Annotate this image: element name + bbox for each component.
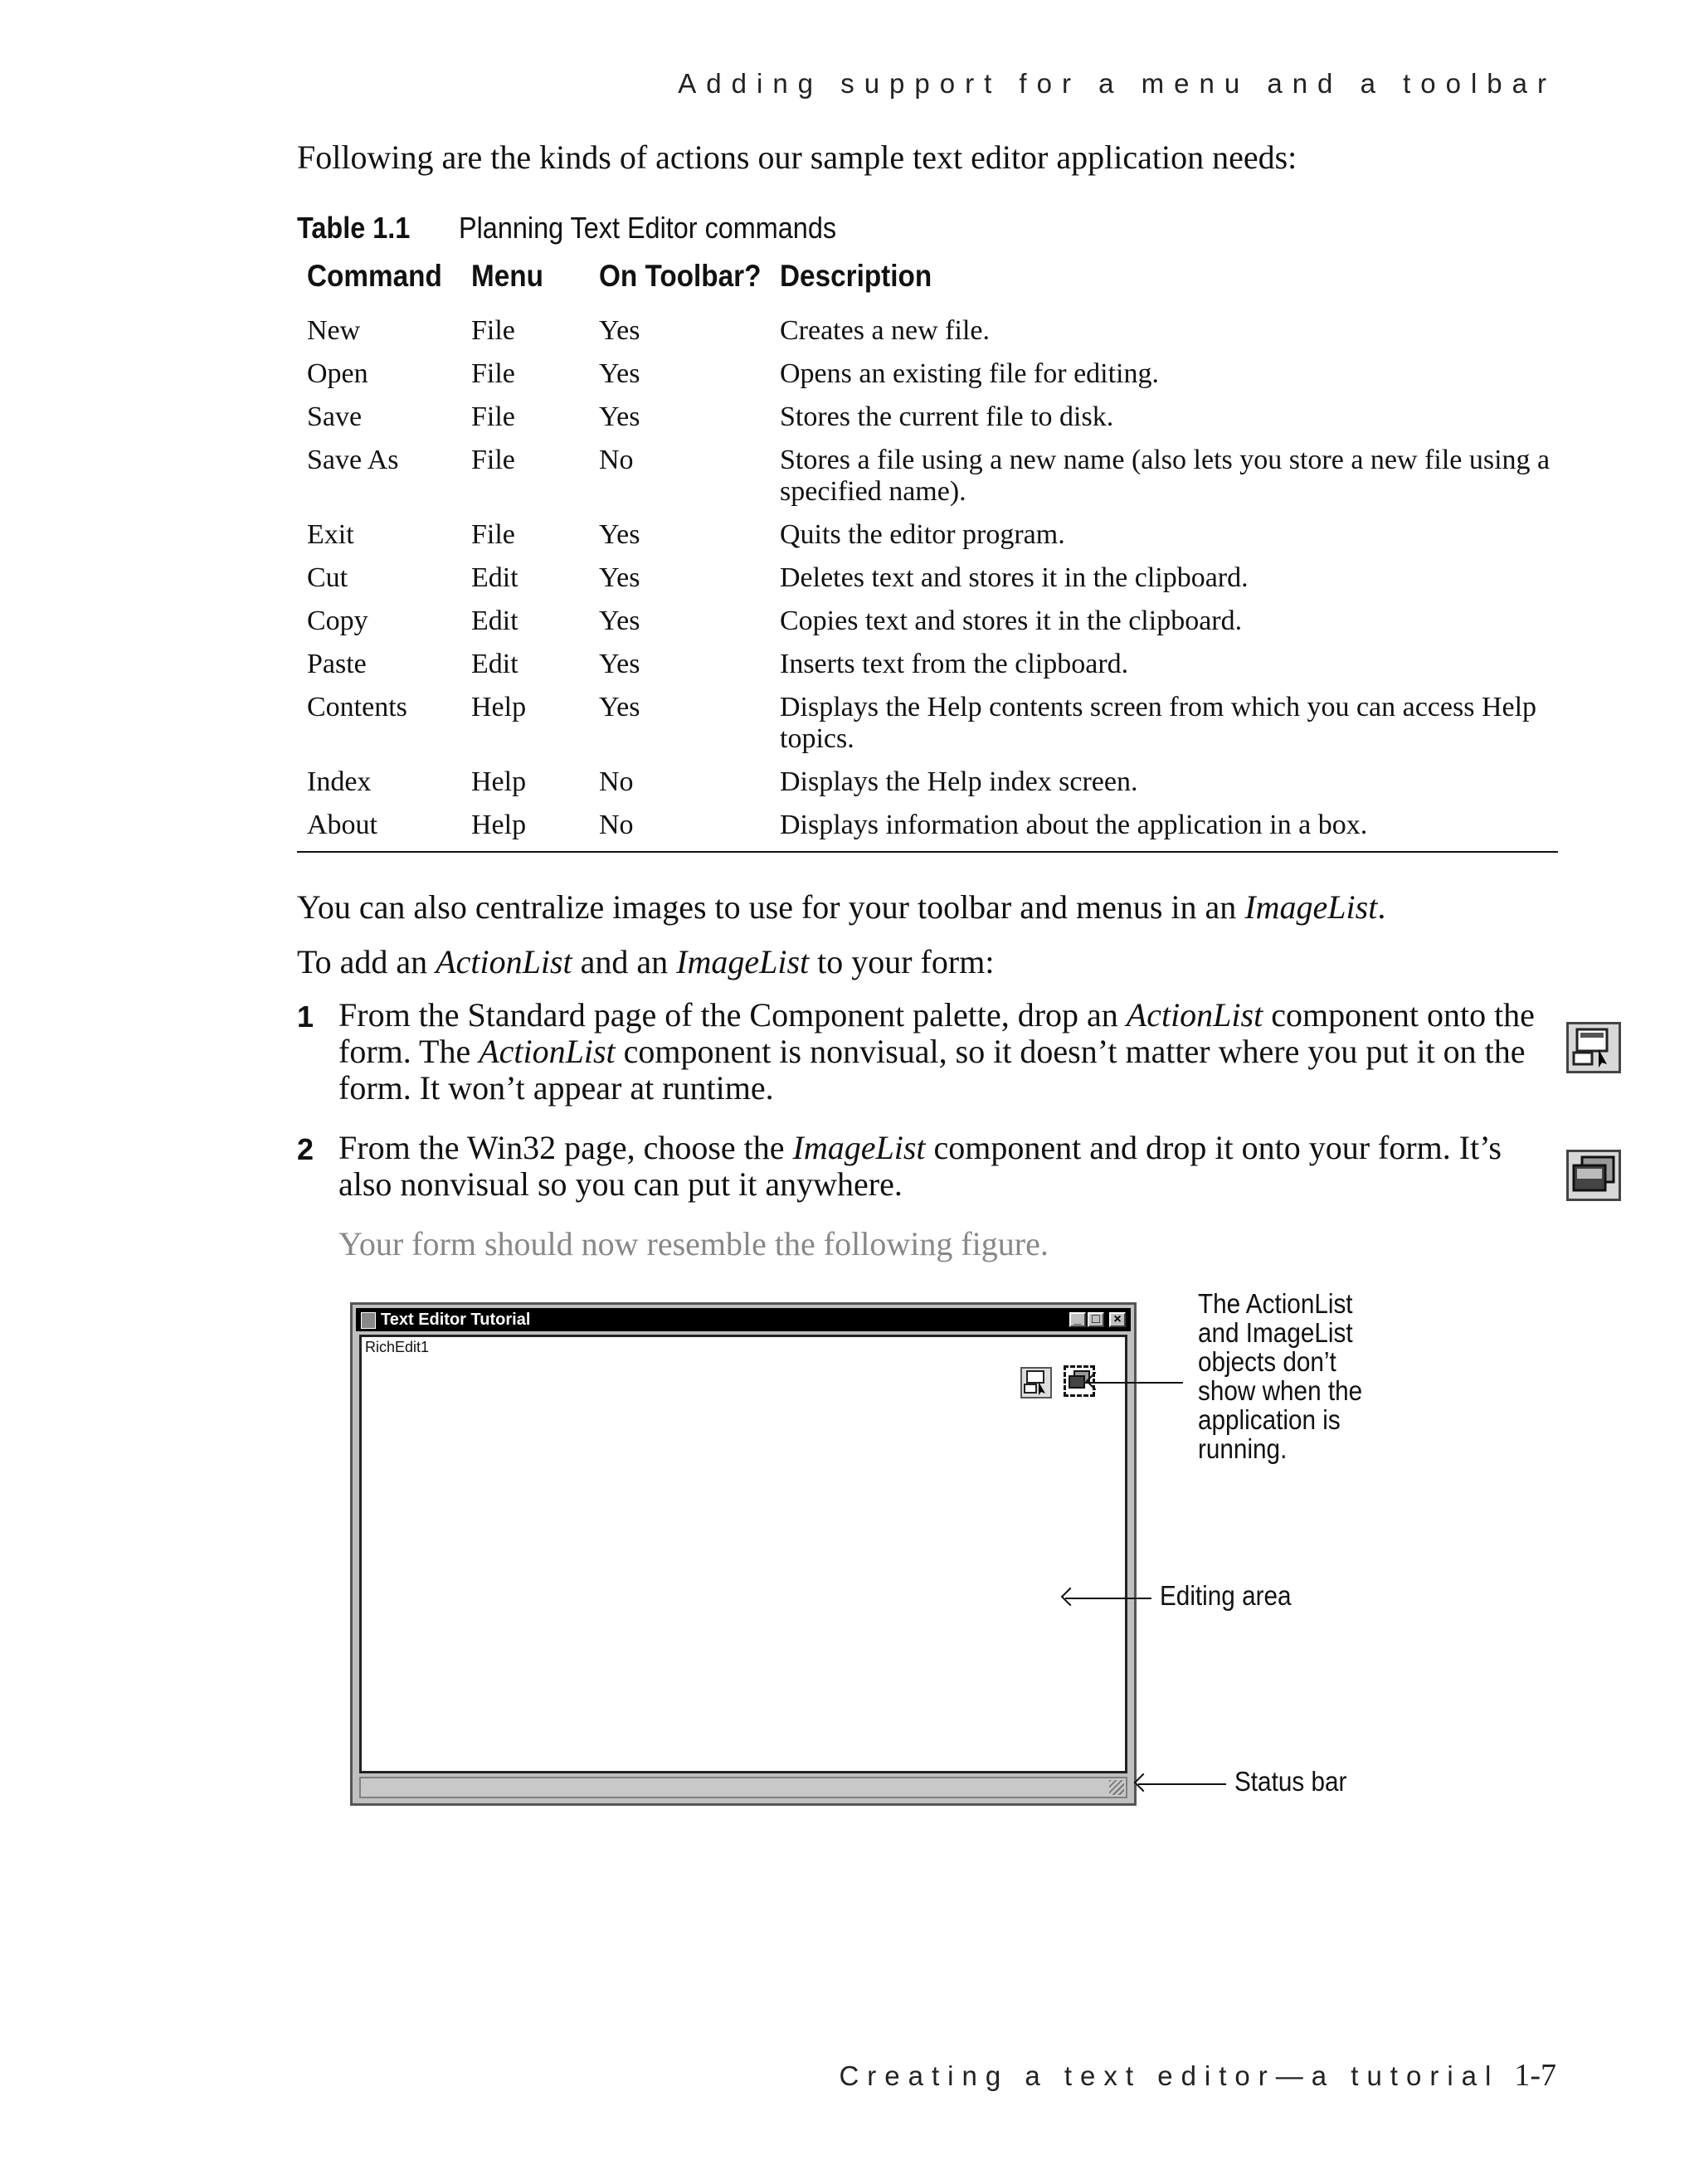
step-1 [297, 997, 1558, 1107]
cell-on-toolbar: Yes [599, 358, 640, 389]
step-1-text: From the Standard page of the Component palette, drop an ActionList component onto the form. The ActionList component is nonvisual, so it doesn’t matter where you put it on the form. It won’t appear at runtime. [338, 996, 1535, 1107]
cell-description: Displays the Help contents screen from which you can access Help topics. [780, 692, 1537, 754]
step-2 [297, 1130, 1558, 1203]
callout-arrow-objects [1090, 1382, 1183, 1384]
cell-description: Creates a new file. [780, 315, 990, 346]
cell-command: Cut [307, 562, 348, 593]
app-icon [361, 1312, 376, 1329]
cell-menu: Edit [471, 649, 518, 679]
cell-menu: File [471, 519, 515, 550]
cell-description: Inserts text from the clipboard. [780, 649, 1129, 679]
cell-command: Contents [307, 692, 407, 722]
commands-table [297, 259, 1558, 853]
cell-on-toolbar: No [599, 445, 634, 475]
imagelist-paragraph: You can also centralize images to use for your toolbar and menus in an ImageList. [297, 888, 1386, 926]
table-bottom-rule [297, 851, 1558, 853]
figure-intro: Your form should now resemble the following figure. [338, 1225, 1049, 1262]
actionlist-palette-icon [1566, 1022, 1621, 1073]
table-row [297, 685, 1558, 760]
richedit-editing-area[interactable] [359, 1335, 1127, 1773]
cell-on-toolbar: Yes [599, 692, 640, 722]
maximize-button[interactable]: □ [1088, 1312, 1104, 1327]
cell-description: Stores the current file to disk. [780, 401, 1114, 432]
cell-menu: File [471, 315, 515, 346]
cell-on-toolbar: Yes [599, 315, 640, 346]
cell-command: Index [307, 766, 372, 797]
callout-arrow-editing [1065, 1598, 1151, 1599]
cell-on-toolbar: Yes [599, 562, 640, 593]
running-footer [839, 2057, 1556, 2094]
table-row [297, 642, 1558, 685]
cell-command: Exit [307, 519, 354, 550]
cell-description: Opens an existing file for editing. [780, 358, 1160, 389]
table-row [297, 309, 1558, 352]
cell-on-toolbar: Yes [599, 606, 640, 636]
cell-on-toolbar: No [599, 810, 634, 840]
cell-command: Save [307, 401, 363, 432]
footer-title: Creating a text editor—a tutorial [839, 2060, 1500, 2091]
cell-menu: File [471, 358, 515, 389]
close-button[interactable]: × [1109, 1312, 1126, 1327]
status-bar [359, 1777, 1127, 1798]
cell-command: Save As [307, 445, 399, 475]
cell-description: Deletes text and stores it in the clipboard. [780, 562, 1249, 593]
cell-menu: File [471, 445, 515, 475]
resize-grip[interactable] [1109, 1780, 1124, 1795]
step-1-number: 1 [297, 1000, 314, 1034]
imagelist-palette-icon [1566, 1150, 1621, 1201]
step-2-text: From the Win32 page, choose the ImageList component and drop it onto your form. It’s also nonvisual so you can put it anywhere. [338, 1129, 1502, 1203]
cell-command: Open [307, 358, 368, 389]
minimize-button[interactable]: _ [1069, 1312, 1086, 1327]
table-row [297, 352, 1558, 395]
cell-description: Quits the editor program. [780, 519, 1065, 550]
callout-objects: The ActionList and ImageList objects don’t show when the application is running. [1198, 1288, 1363, 1464]
page-number: 1-7 [1514, 2058, 1556, 2093]
cell-description: Displays information about the application in a box. [780, 810, 1368, 840]
actionlist-component-icon[interactable] [1020, 1367, 1052, 1398]
cell-on-toolbar: Yes [599, 649, 640, 679]
cell-menu: Edit [471, 562, 518, 593]
table-row [297, 803, 1558, 846]
table-row [297, 599, 1558, 642]
cell-on-toolbar: Yes [599, 401, 640, 432]
cell-command: Copy [307, 606, 368, 636]
cell-menu: Help [471, 692, 527, 722]
cell-menu: Edit [471, 606, 518, 636]
running-header: Adding support for a menu and a toolbar [678, 68, 1556, 99]
cell-command: New [307, 315, 361, 346]
table-number: Table 1.1 [297, 211, 411, 245]
header-on-toolbar: On Toolbar? [599, 259, 762, 293]
header-command: Command [307, 259, 442, 293]
table-row [297, 438, 1558, 513]
cell-description: Stores a file using a new name (also lets you store a new file using a specified name). [780, 445, 1551, 507]
cell-menu: File [471, 401, 515, 432]
cell-command: Paste [307, 649, 367, 679]
table-row [297, 760, 1558, 803]
step-2-number: 2 [297, 1132, 314, 1166]
cell-menu: Help [471, 766, 527, 797]
table-row [297, 513, 1558, 556]
window-title: Text Editor Tutorial [381, 1311, 531, 1329]
callout-arrow-status [1138, 1783, 1226, 1785]
cell-on-toolbar: Yes [599, 519, 640, 550]
table-caption [297, 211, 879, 246]
cell-on-toolbar: No [599, 766, 634, 797]
form-window [350, 1302, 1137, 1806]
cell-command: About [307, 810, 377, 840]
cell-description: Displays the Help index screen. [780, 766, 1138, 797]
window-titlebar [356, 1308, 1131, 1331]
callout-editing-area: Editing area [1160, 1580, 1292, 1611]
table-row [297, 395, 1558, 438]
header-menu: Menu [471, 259, 543, 293]
cell-menu: Help [471, 810, 527, 840]
table-row [297, 556, 1558, 599]
richedit-label: RichEdit1 [365, 1339, 430, 1355]
callout-status-bar: Status bar [1234, 1766, 1347, 1797]
table-title: Planning Text Editor commands [459, 211, 837, 245]
intro-paragraph: Following are the kinds of actions our sample text editor application needs: [297, 139, 1297, 176]
cell-description: Copies text and stores it in the clipboard. [780, 606, 1243, 636]
instructions-intro: To add an ActionList and an ImageList to your form: [297, 943, 995, 980]
table-body [297, 309, 1558, 846]
table-header-row [297, 259, 1558, 309]
header-description: Description [780, 259, 932, 293]
